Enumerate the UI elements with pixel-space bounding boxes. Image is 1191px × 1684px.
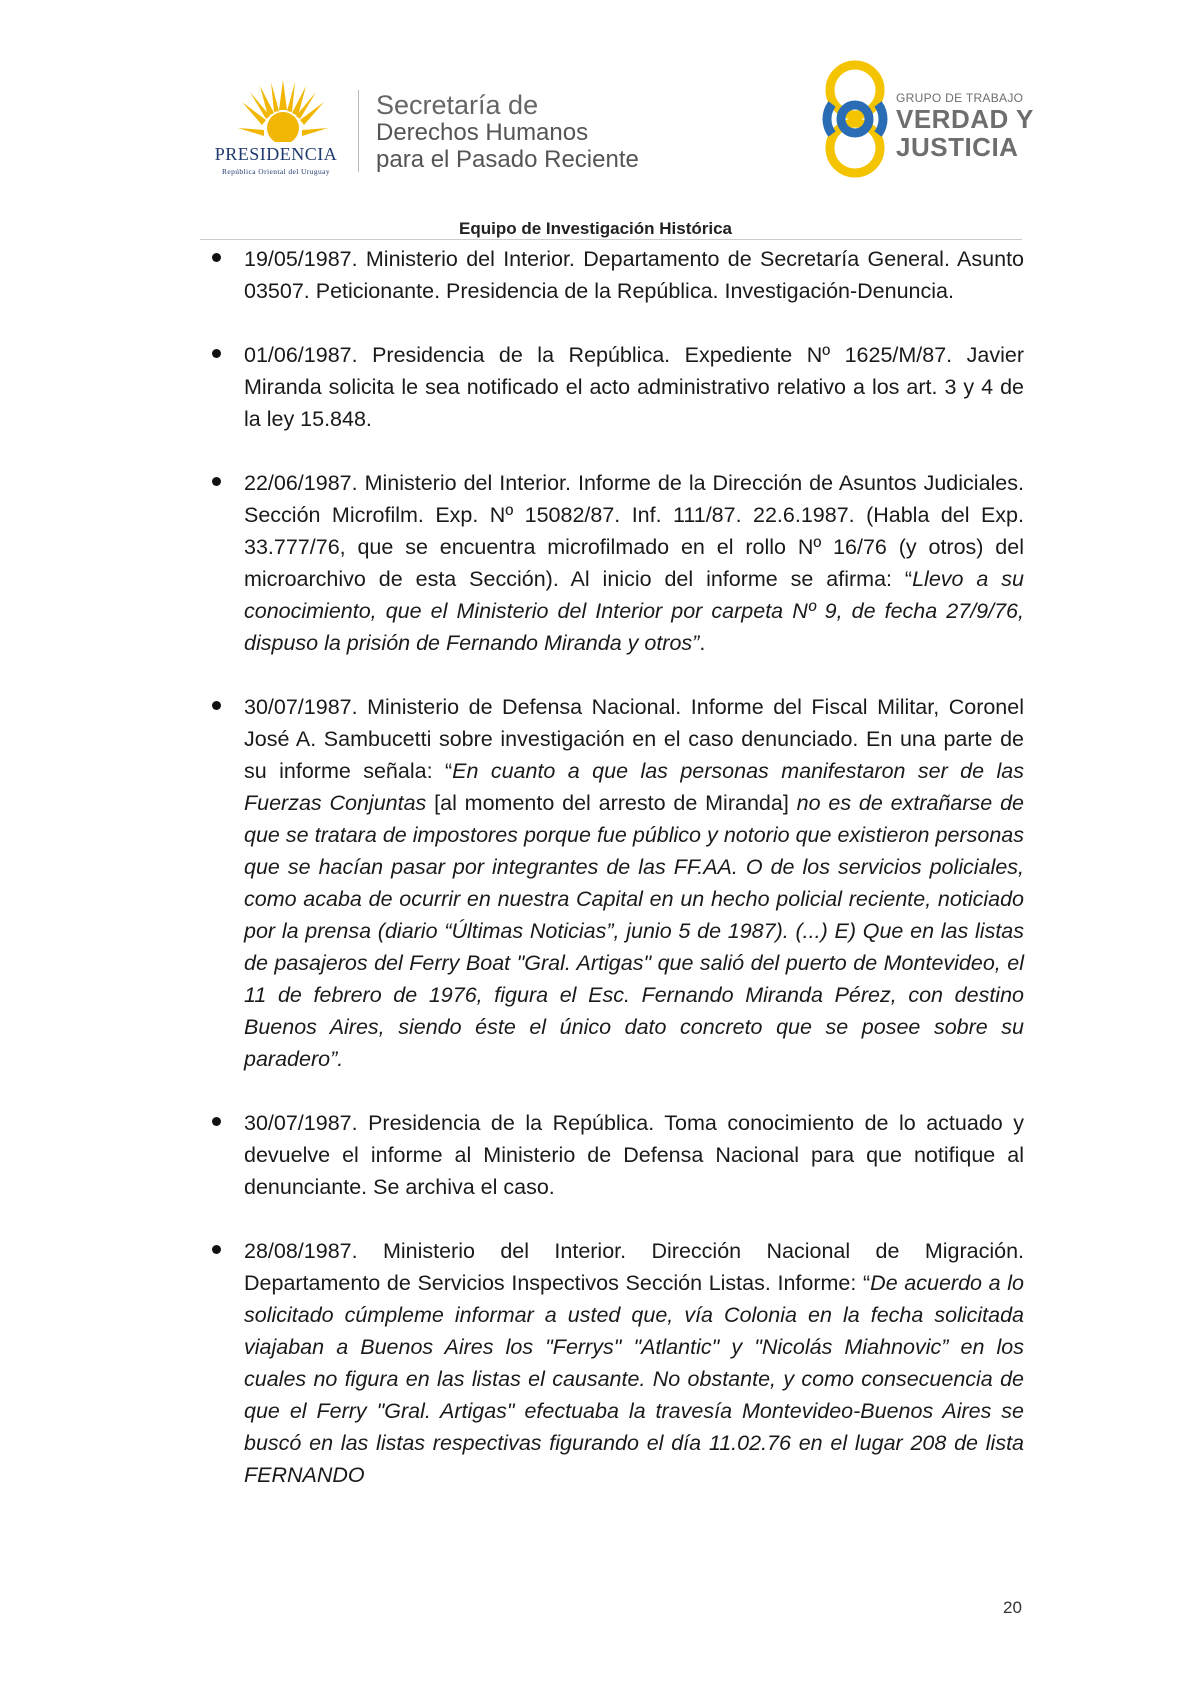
team-title: Equipo de Investigación Histórica	[459, 219, 732, 238]
page-header	[0, 0, 1191, 240]
bullet-icon	[212, 253, 221, 262]
quoted-text: Llevo a su conocimiento, que el Ministerio del Interior por carpeta Nº 9, de fecha 27/9/76, dispuso la prisión de Fernando Miranda y otros”	[244, 567, 1024, 655]
list-item-text	[244, 1235, 1024, 1491]
secretaria-logo-text	[376, 92, 639, 173]
list-item-text	[244, 243, 1024, 307]
text-run: 01/06/1987. Presidencia de la República. Expediente Nº 1625/M/87. Javier Miranda solicita le sea notificado el acto administrativo relativo a los art. 3 y 4 de la ley 15.848.	[244, 343, 1024, 431]
bullet-icon	[212, 349, 221, 358]
list-item	[212, 1235, 1024, 1491]
quoted-text: En cuanto a que las personas manifestaron ser de las Fuerzas Conjuntas	[244, 759, 1024, 815]
bullet-icon	[212, 477, 221, 486]
list-item-text	[244, 467, 1024, 659]
verdad-justicia-logo-text	[896, 92, 1034, 160]
page-number: 20	[1003, 1598, 1022, 1617]
list-item	[212, 467, 1024, 659]
list-item	[212, 339, 1024, 435]
list-item	[212, 691, 1024, 1075]
presidencia-logo-text	[196, 144, 356, 176]
text-run: 30/07/1987. Presidencia de la República. Toma conocimiento de lo actuado y devuelve el informe al Ministerio de Defensa Nacional para que notifique al denunciante. Se archiva el caso.	[244, 1111, 1024, 1199]
list-item	[212, 1107, 1024, 1203]
text-run: 22/06/1987. Ministerio del Interior. Informe de la Dirección de Asuntos Judiciales. Sección Microfilm. Exp. Nº 15082/87. Inf. 111/87. 22.6.1987. (Habla del Exp. 33.777/76, que se encuentra microfilmado en el rollo Nº 16/76 (y otros) del microarchivo de esta Sección). Al inicio del informe se afirma: “	[244, 471, 1024, 591]
text-run: 28/08/1987. Ministerio del Interior. Dirección Nacional de Migración. Departamento de Servicios Inspectivos Sección Listas. Informe: “	[244, 1239, 1024, 1295]
text-run: .	[699, 631, 706, 655]
gtvj-line-2: VERDAD Y	[896, 104, 1034, 134]
presidencia-sun-logo	[238, 80, 328, 150]
bullet-icon	[212, 1117, 221, 1126]
secretaria-line-2: Derechos Humanos	[376, 119, 589, 146]
list-item-text	[244, 1107, 1024, 1203]
secretaria-line-3: para el Pasado Reciente	[376, 146, 639, 173]
gtvj-line-1: GRUPO DE TRABAJO	[896, 91, 1024, 105]
bullet-list	[212, 243, 1024, 1523]
text-run: 30/07/1987. Ministerio de Defensa Nacional. Informe del Fiscal Militar, Coronel José A. Sambucetti sobre investigación en el caso denunciado. En una parte de su informe señala: “	[244, 695, 1024, 783]
text-run: 19/05/1987. Ministerio del Interior. Departamento de Secretaría General. Asunto 03507. Peticionante. Presidencia de la República. Investigación-Denuncia.	[244, 247, 1024, 303]
list-item-text	[244, 339, 1024, 435]
presidencia-name: PRESIDENCIA	[214, 144, 338, 164]
quoted-text: no es de extrañarse de que se tratara de impostores porque fue público y notorio que existieron personas que se hacían pasar por integrantes de las FF.AA. O de los servicios policiales, como acaba de ocurrir en nuestra Capital en un hecho policial reciente, noticiado por la prensa (diario “Últimas Noticias”, junio 5 de 1987). (...) E) Que en las listas de pasajeros del Ferry Boat "Gral. Artigas" que salió del puerto de Montevideo, el 11 de febrero de 1976, figura el Esc. Fernando Miranda Pérez, con destino Buenos Aires, siendo éste el único dato concreto que se posee sobre su paradero”.	[244, 791, 1024, 1071]
bullet-icon	[212, 1245, 221, 1254]
list-item-text	[244, 691, 1024, 1075]
bullet-icon	[212, 701, 221, 710]
text-run: [al momento del arresto de Miranda]	[426, 791, 797, 815]
quoted-text: De acuerdo a lo solicitado cúmpleme informar a usted que, vía Colonia en la fecha solicitada viajaban a Buenos Aires los "Ferrys" "Atlantic" y "Nicolás Miahnovic” en los cuales no figura en las listas el causante. No obstante, y como consecuencia de que el Ferry "Gral. Artigas" efectuaba la travesía Montevideo-Buenos Aires se buscó en las listas respectivas figurando el día 11.02.76 en el lugar 208 de lista FERNANDO	[244, 1271, 1025, 1487]
secretaria-line-1: Secretaría de	[376, 90, 539, 120]
logo-divider	[358, 90, 359, 172]
header-rule	[200, 239, 1022, 240]
gtvj-line-3: JUSTICIA	[896, 132, 1019, 162]
list-item	[212, 243, 1024, 307]
presidencia-subtitle: República Oriental del Uruguay	[221, 167, 330, 176]
verdad-justicia-rings-logo	[820, 56, 890, 182]
